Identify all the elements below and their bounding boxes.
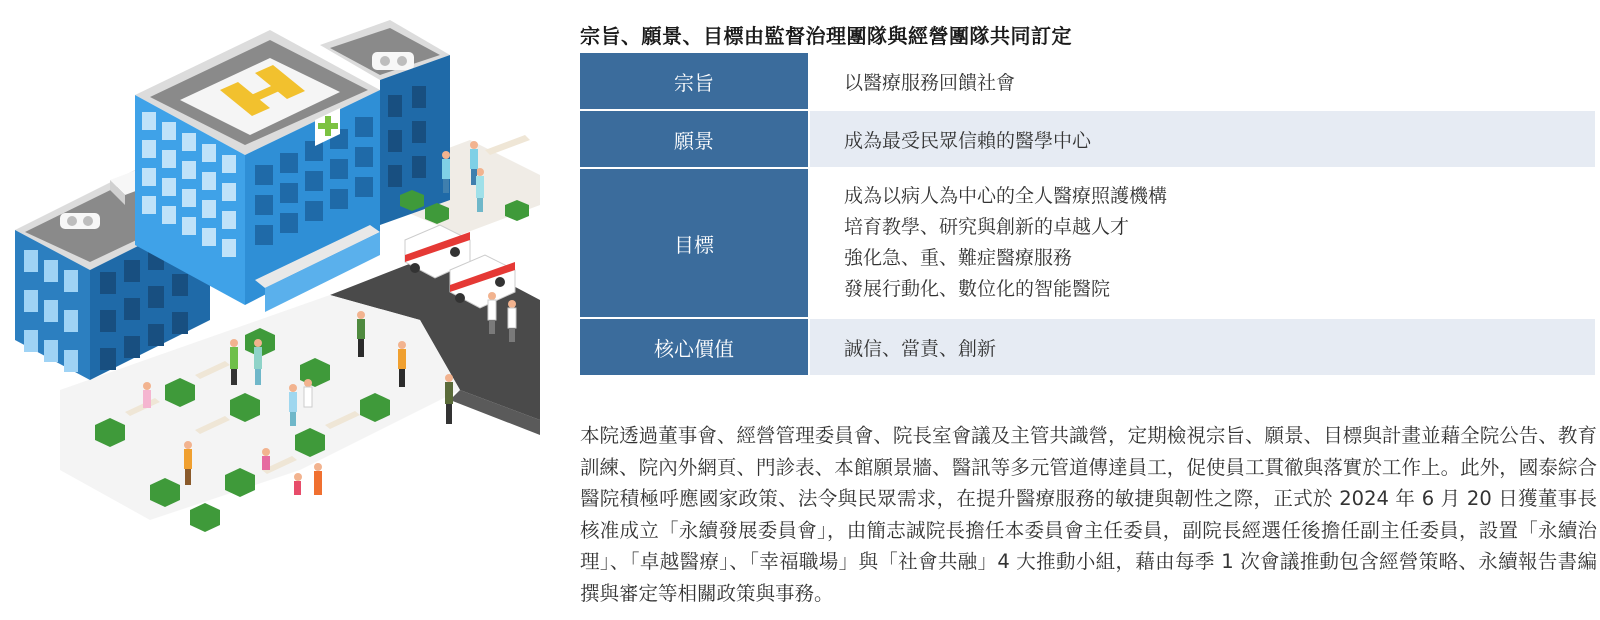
row-label-vision: 願景	[580, 110, 809, 168]
goal-item: 強化急、重、難症醫療服務	[844, 247, 1073, 269]
body-paragraph: 本院透過董事會、經營管理委員會、院長室會議及主管共識營，定期檢視宗旨、願景、目標與計畫並藉全院公告、教育訓練、院內外網頁、門診表、本館願景牆、醫訊等多元管道傳達員工，促使員工貫徹與落實於工作上。此外，國泰綜合醫院積極呼應國家政策、法令與民眾需求，在提升醫療服務的敏捷與韌性之際，正式於 2024 年 6 月 20 日獲董事長核准成立「永續發展委員會」，由簡志誠院長擔任本委員會主任委員，副院長經選任後擔任副主任委員，設置「永續治理」、「卓越醫療」、「幸福職場」與「社會共融」4 大推動小組，藉由每季 1 次會議推動包含經營策略、永續報告書編撰與審定等相關政策與事務。	[580, 424, 1597, 605]
table-row	[580, 53, 1595, 110]
row-value-mission: 以醫療服務回饋社會	[809, 53, 1595, 110]
table-row	[580, 318, 1595, 376]
table-row	[580, 168, 1595, 318]
section-heading: 宗旨、願景、目標由監督治理團隊與經營團隊共同訂定	[580, 24, 1072, 48]
row-value-vision: 成為最受民眾信賴的醫學中心	[809, 110, 1595, 168]
row-label-goals: 目標	[580, 168, 809, 318]
hospital-illustration	[0, 0, 560, 580]
row-value-goals	[809, 168, 1595, 318]
goal-item: 培育教學、研究與創新的卓越人才	[844, 216, 1130, 238]
row-label-mission: 宗旨	[580, 53, 809, 110]
row-value-core-values: 誠信、當責、創新	[809, 318, 1595, 376]
goal-item: 成為以病人為中心的全人醫療照護機構	[844, 185, 1168, 207]
mission-vision-table	[580, 53, 1595, 377]
row-label-core-values: 核心價值	[580, 318, 809, 376]
goal-item: 發展行動化、數位化的智能醫院	[844, 278, 1111, 300]
table-row	[580, 110, 1595, 168]
